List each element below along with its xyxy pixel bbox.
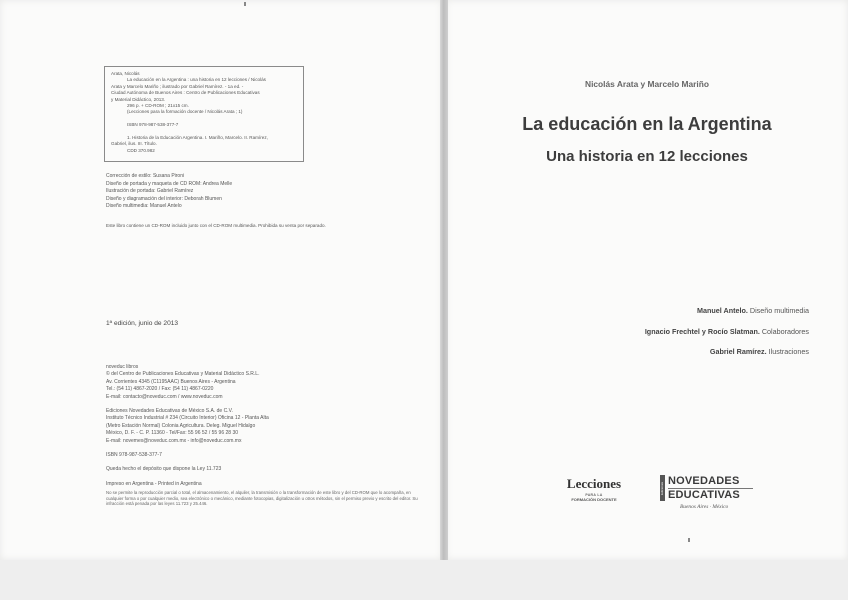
spacer	[106, 445, 269, 452]
collaborator-name: Manuel Antelo.	[697, 306, 748, 315]
collaborator-role: Diseño multimedia	[747, 306, 809, 315]
publisher-line: Av. Corrientes 4345 (C1195AAC) Buenos Aires - Argentina	[106, 378, 236, 385]
lecciones-logo-subtitle: FORMACIÓN DOCENTE	[571, 497, 617, 502]
book-subtitle: Una historia en 12 lecciones	[546, 148, 748, 165]
publisher-line: (Metro Estación Normal) Colonia Agricultura. Deleg. Miguel Hidalgo	[106, 422, 256, 429]
cip-isbn: ISBN 978-987-538-377-7	[127, 122, 179, 128]
spacer	[106, 459, 269, 466]
cip-line: La educación en la Argentina : una historia en 12 lecciones / Nicolás	[127, 77, 266, 83]
collaborator-line	[697, 306, 809, 315]
novedades-logo-place: Buenos Aires · México	[680, 504, 729, 510]
publisher-line: Ediciones Novedades Educativas de México S.A. de C.V.	[106, 408, 233, 415]
credit-line: Corrección de estilo: Susana Pironi	[106, 173, 185, 179]
cip-line: 1. Historia de la Educación Argentina. I. Mariño, Marcelo. II. Ramírez,	[127, 135, 268, 141]
cd-rom-notice: Este libro contiene un CD-ROM incluido junto con el CD-ROM multimedia. Prohibida su venta por separado.	[106, 223, 326, 228]
publisher-info	[106, 364, 269, 488]
book-authors: Nicolás Arata y Marcelo Mariño	[585, 79, 709, 89]
lecciones-logo	[560, 476, 628, 502]
collaborator-name: Ignacio Frechtel y Rocío Slatman.	[644, 327, 760, 336]
copyright-notice: No se permite la reproducción parcial o total, el almacenamiento, el alquiler, la transmisión o la transformación de este libro y del CD-ROM que lo acompaña, en cualquier forma o por cualquier medio, sea electrónico o mecánico, mediante fotocopias, digitalización u otros métodos, sin el permiso previo y escrito del editor. Su infracción está penada por las leyes 11.723 y 25.446.	[106, 490, 418, 507]
collaborator-role: Ilustraciones	[766, 347, 809, 356]
cip-line: Arata y Marcelo Mariño ; ilustrado por Gabriel Ramírez. - 1a ed. -	[111, 83, 244, 89]
cip-line: y Material Didáctico, 2013.	[111, 96, 166, 102]
credit-line: Diseño y diagramación del interior: Deborah Blumen	[106, 195, 222, 202]
cip-line: 296 p. + CD-ROM ; 21x15 cm.	[127, 103, 189, 109]
credit-line: Diseño de portada y maqueta de CD ROM: Andrea Melle	[106, 180, 233, 187]
lecciones-logo-title: Lecciones	[566, 476, 622, 491]
printed-in-line: Impreso en Argentina - Printed in Argentina	[106, 480, 202, 487]
cataloging-record-box	[104, 66, 304, 162]
publisher-line: E-mail: novemex@noveduc.com.mx - info@noveduc.com.mx	[106, 437, 242, 444]
isbn-line: ISBN 978-987-538-377-7	[106, 452, 162, 459]
cip-line: (Lecciones para la formación docente / Nicolás Arata ; 1)	[127, 109, 243, 115]
novedades-logo-side-label: Ediciones	[660, 475, 665, 501]
publisher-line: México, D. F. - C. P. 11360 - Tel/Fax: 55 96 52 / 55 96 28 30	[106, 430, 239, 437]
edition-line: 1ª edición, junio de 2013	[106, 320, 179, 327]
credit-line: Ilustración de portada: Gabriel Ramírez	[106, 188, 194, 195]
collaborator-line	[710, 347, 809, 356]
spacer	[106, 474, 269, 481]
legal-deposit-line: Queda hecho el depósito que dispone la Ley 11.723	[106, 466, 222, 473]
production-credits	[106, 173, 232, 211]
collaborator-role: Colaboradores	[759, 327, 809, 336]
credit-line: Diseño multimedia: Manuel Antelo	[106, 203, 182, 210]
publisher-line: © del Centro de Publicaciones Educativas y Material Didáctico S.R.L.	[106, 371, 260, 378]
scan-mark	[688, 538, 690, 542]
spacer	[106, 401, 269, 408]
cip-line: Gabriel, ilus. III. Título.	[111, 141, 157, 147]
book-title: La educación en la Argentina	[522, 114, 772, 134]
publisher-line: Instituto Técnico Industrial # 234 (Circuito Interior) Oficina 12 - Planta Alta	[106, 415, 269, 422]
collaborator-name: Gabriel Ramírez.	[709, 347, 767, 356]
scan-bottom-edge	[0, 560, 848, 600]
scan-mark	[244, 2, 246, 6]
publisher-line: noveduc libros	[106, 364, 139, 370]
novedades-logo-line2: EDUCATIVAS	[668, 489, 740, 501]
publisher-line: Tel.: (54 11) 4867-2020 / Fax: (54 11) 4867-0220	[106, 386, 214, 393]
cip-line: Ciudad Autónoma de Buenos Aires : Centro de Publicaciones Educativas	[111, 90, 260, 96]
publisher-line: E-mail: contacto@noveduc.com / www.noveduc.com	[106, 393, 223, 400]
cip-line: Arata, Nicolás	[111, 71, 140, 76]
lecciones-logo-small: PARA LA	[585, 493, 603, 497]
collaborator-line	[645, 327, 809, 336]
cip-cdd: CDD 370.982	[127, 147, 155, 153]
novedades-logo-line1: NOVEDADES	[668, 475, 740, 487]
